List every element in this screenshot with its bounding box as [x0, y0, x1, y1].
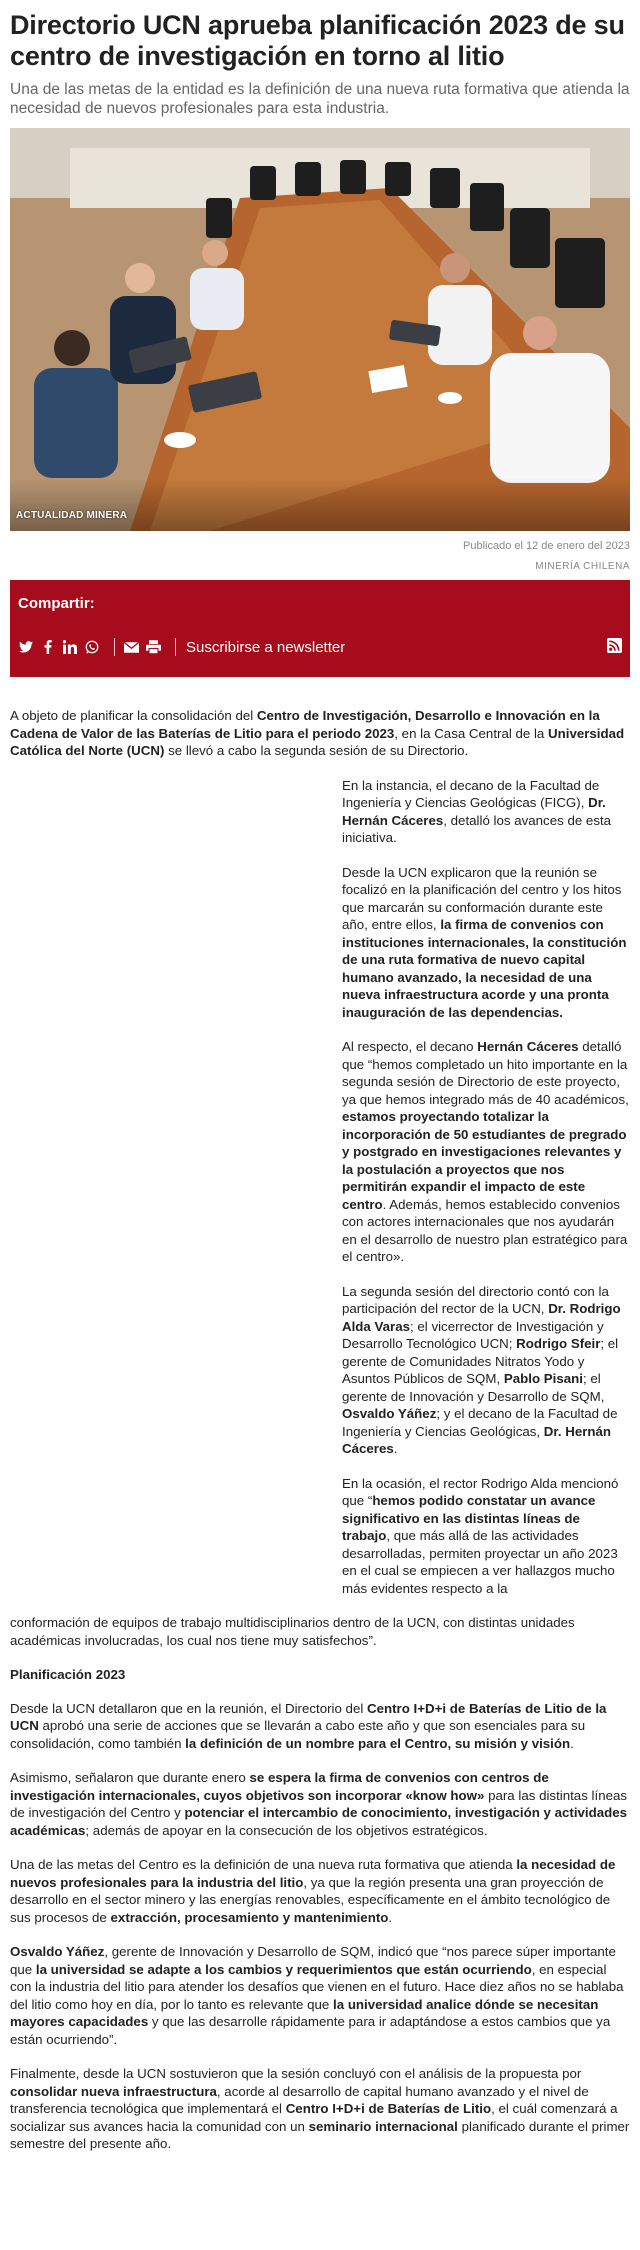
article-source: MINERÍA CHILENA	[535, 561, 630, 572]
publish-date: Publicado el 12 de enero del 2023	[463, 540, 630, 552]
share-divider	[114, 638, 115, 656]
twitter-icon[interactable]	[18, 639, 34, 655]
article-body	[10, 707, 630, 2153]
share-bar	[10, 580, 630, 677]
share-divider	[175, 638, 176, 656]
whatsapp-icon[interactable]	[84, 639, 100, 655]
paragraph-1: A objeto de planificar la consolidación del Centro de Investigación, Desarrollo e Innovación en la Cadena de Valor de las Baterías de Litio para el periodo 2023, en la Casa Central de la Universidad Católica del Norte (UCN) se llevó a cabo la segunda sesión de su Directorio.	[10, 708, 625, 758]
linkedin-icon[interactable]	[62, 639, 78, 655]
paragraph-10: Osvaldo Yáñez, gerente de Innovación y Desarrollo de SQM, indicó que “nos parece súper importante que la universidad se adapte a los cambios y requerimientos que están ocurriendo, en especial con la industria del litio para atender los desafíos que vienen en el futuro. Hace diez años no se hablaba del litio como hoy en día, por lo tanto es relevante que la universidad analice dónde se necesitan mayores capacidades y que las desarrolle rápidamente para ir adaptándose a estos cambios que ya están ocurriendo”.	[10, 1944, 624, 2047]
section-heading: Planificación 2023	[10, 1667, 126, 1682]
right-column-block	[342, 777, 630, 1598]
meeting-room-photo	[10, 128, 630, 531]
image-category-tag: ACTUALIDAD MINERA	[16, 510, 128, 521]
paragraph-5: La segunda sesión del directorio contó con la participación del rector de la UCN, Dr. Rodrigo Alda Varas; el vicerrector de Investigación y Desarrollo Tecnológico UCN; Rodrigo Sfeir; el gerente de Comunidades Nitratos Yodo y Asuntos Públicos de SQM, Pablo Pisani; el gerente de Innovación y Desarrollo de SQM, Osvaldo Yáñez; y el decano de la Facultad de Ingeniería y Ciencias Geológicas, Dr. Hernán Cáceres.	[342, 1283, 621, 1456]
paragraph-7: Desde la UCN detallaron que en la reunión, el Directorio del Centro I+D+i de Baterías de Litio de la UCN aprobó una serie de acciones que se llevarán a cabo este año y que son esenciales para su consolidación, como también la definición de un nombre para el Centro, su misión y visión.	[10, 1700, 607, 1751]
share-buttons	[18, 637, 345, 657]
hero-photo	[10, 128, 630, 531]
paragraph-6-continued: conformación de equipos de trabajo multidisciplinarios dentro de la UCN, con distintas unidades académicas involucradas, los cual nos tiene muy satisfechos”.	[10, 1615, 575, 1648]
facebook-icon[interactable]	[40, 639, 56, 655]
article-headline: Directorio UCN aprueba planificación 2023 de su centro de investigación en torno al litio	[10, 10, 625, 71]
share-label: Compartir:	[18, 595, 95, 612]
paragraph-4: Al respecto, el decano Hernán Cáceres detalló que “hemos completado un hito importante en la segunda sesión de Directorio de este proyecto, ya que hemos integrado más de 40 académicos, estamos proyectando totalizar la incorporación de 50 estudiantes de pregrado y postgrado en investigaciones relevantes y la postulación a proyectos que nos permitirán expandir el impacto de este centro. Además, hemos establecido convenios con actores internacionales que nos ayudarán en el desarrollo de nuestro plan estratégico para el centro».	[342, 1039, 629, 1264]
paragraph-8: Asimismo, señalaron que durante enero se espera la firma de convenios con centros de investigación internacionales, cuyos objetivos son incorporar «know how» para las distintas líneas de investigación del Centro y potenciar el intercambio de conocimiento, investigación y actividades académicas; además de apoyar en la consecución de los objetivos estratégicos.	[10, 1770, 628, 1838]
paragraph-9: Una de las metas del Centro es la definición de una nueva ruta formativa que atienda la necesidad de nuevos profesionales para la industria del litio, ya que la región presenta una gran proyección de desarrollo en el sector minero y las energías renovables, específicamente en el ámbito tecnológico de sus procesos de extracción, procesamiento y mantenimiento.	[10, 1857, 616, 1925]
paragraph-6: En la ocasión, el rector Rodrigo Alda mencionó que “hemos podido constatar un avance significativo en las distintas líneas de trabajo, que más allá de las actividades desarrolladas, permiten proyectar un año 2023 en el cual se empiecen a ver hallazgos mucho más evidentes respecto a la	[342, 1475, 619, 1596]
paragraph-11: Finalmente, desde la UCN sostuvieron que la sesión concluyó con el análisis de la propuesta por consolidar nueva infraestructura, acorde al desarrollo de capital humano avanzado y el nivel de transferencia tecnológica que implementará el Centro I+D+i de Baterías de Litio, el cuál comenzará a socializar sus avances hacia la comunidad con un seminario internacional planificado durante el primer semestre del presente año.	[10, 2066, 630, 2151]
paragraph-3: Desde la UCN explicaron que la reunión se focalizó en la planificación del centro y los hitos que marcarán su conformación durante este año, entre ellos, la firma de convenios con instituciones internacionales, la constitución de una ruta formativa de nuevo capital humano avanzado, la necesidad de una nueva infraestructura acorde y una pronta inauguración de las dependencias.	[342, 864, 627, 1020]
email-icon[interactable]	[123, 639, 139, 655]
article-subheadline: Una de las metas de la entidad es la definición de una nueva ruta formativa que atienda la necesidad de nuevos profesionales para esta industria.	[10, 81, 630, 117]
print-icon[interactable]	[145, 639, 161, 655]
paragraph-2: En la instancia, el decano de la Facultad de Ingeniería y Ciencias Geológicas (FICG), Dr. Hernán Cáceres, detalló los avances de esta iniciativa.	[342, 777, 612, 845]
rss-icon[interactable]	[607, 638, 622, 653]
newsletter-subscribe-link[interactable]: Suscribirse a newsletter	[186, 638, 346, 656]
